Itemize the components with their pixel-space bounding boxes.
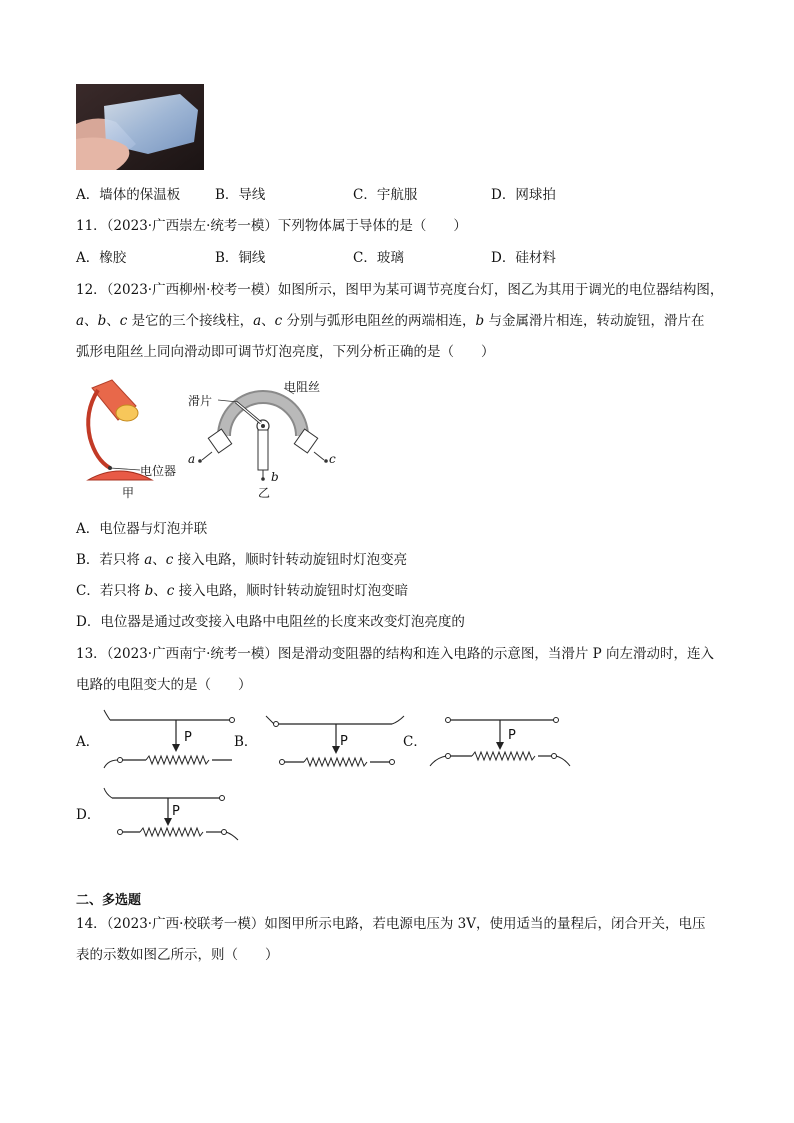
q11-option-b[interactable]: B．铜线 xyxy=(215,250,266,266)
q12-stem-line3: 弧形电阻丝上同向滑动即可调节灯泡亮度，下列分析正确的是（ ） xyxy=(76,344,495,360)
q11-option-c[interactable]: C．玻璃 xyxy=(353,250,404,266)
pot-terminal-c: c xyxy=(329,452,336,466)
q12-optb-y: c xyxy=(165,552,174,568)
q12-stem-line1: 12．（2023·广西柳州·校考一模）如图所示，图甲为某可调节亮度台灯，图乙为其用于调光的电位器结构图， xyxy=(76,282,724,298)
rheostat-c-slider-label: P xyxy=(508,728,516,743)
rheostat-a-slider-label: P xyxy=(184,730,192,745)
q12-term-b2: b xyxy=(475,313,485,329)
lamp-pot-label: 电位器 xyxy=(140,464,177,478)
q12-optc-post: 接入电路，顺时针转动旋钮时灯泡变暗 xyxy=(174,583,409,599)
q12-optc-y: c xyxy=(166,583,175,599)
q10-option-a[interactable]: A．墙体的保温板 xyxy=(76,187,181,203)
aerogel-photo xyxy=(76,84,204,170)
q12-line2-mid2: 分别与弧形电阻丝的两端相连， xyxy=(282,313,476,329)
lamp-caption: 甲 xyxy=(122,486,135,500)
q12-sep1: 、 xyxy=(84,313,98,329)
pot-terminal-a: a xyxy=(188,452,196,466)
q12-term-c: c xyxy=(119,313,128,329)
q12-optb-x: a xyxy=(144,552,153,568)
q12-optc-pre: C．若只将 xyxy=(76,583,145,599)
q12-optc-sep: 、 xyxy=(153,583,167,599)
q13-stem-line2: 电路的电阻变大的是（ ） xyxy=(76,677,252,693)
q12-sep3: 、 xyxy=(261,313,275,329)
q10-option-b[interactable]: B．导线 xyxy=(215,187,266,203)
q12-optb-sep: 、 xyxy=(152,552,166,568)
potentiometer-figure xyxy=(188,374,338,502)
q12-option-c[interactable] xyxy=(76,583,408,599)
pot-wire-label: 电阻丝 xyxy=(284,380,321,394)
rheostat-diagram-a xyxy=(100,708,240,772)
q12-stem-line2 xyxy=(76,313,704,329)
pot-terminal-b: b xyxy=(271,470,279,484)
q13-stem-line1: 13．（2023·广西南宁·统考一模）图是滑动变阻器的结构和连入电路的示意图，当滑片 P 向左滑动时，连入 xyxy=(76,646,715,662)
q12-term-b: b xyxy=(97,313,107,329)
q13-option-d[interactable]: D． xyxy=(76,807,101,823)
q13-option-a[interactable]: A． xyxy=(76,734,100,750)
q12-optb-pre: B．若只将 xyxy=(76,552,145,568)
q11-option-a[interactable]: A．橡胶 xyxy=(76,250,127,266)
rheostat-d-slider-label: P xyxy=(172,804,180,819)
pot-caption: 乙 xyxy=(258,486,271,500)
section-title: 二、多选题 xyxy=(76,893,142,908)
q12-optb-post: 接入电路，顺时针转动旋钮时灯泡变亮 xyxy=(173,552,408,568)
q12-line2-end: 与金属滑片相连，转动旋钮，滑片在 xyxy=(484,313,705,329)
rheostat-b-slider-label: P xyxy=(340,734,348,749)
pot-slider-label: 滑片 xyxy=(188,394,213,408)
q14-stem-line2: 表的示数如图乙所示，则（ ） xyxy=(76,947,279,963)
rheostat-diagram-b xyxy=(262,712,406,772)
q13-option-b[interactable]: B． xyxy=(234,734,258,750)
q10-option-d[interactable]: D．网球拍 xyxy=(491,187,556,203)
q14-stem-line1: 14．（2023·广西·校联考一模）如图甲所示电路，若电源电压为 3V，使用适当的量程后，闭合开关，电压 xyxy=(76,916,706,932)
q12-term-c2: c xyxy=(274,313,283,329)
q11-option-d[interactable]: D．硅材料 xyxy=(491,250,556,266)
q13-option-c[interactable]: C． xyxy=(403,734,427,750)
q12-optc-x: b xyxy=(144,583,154,599)
q12-option-a[interactable]: A．电位器与灯泡并联 xyxy=(76,521,208,537)
q11-stem: 11．（2023·广西崇左·统考一模）下列物体属于导体的是（ ） xyxy=(76,218,467,234)
q12-term-a2: a xyxy=(253,313,262,329)
q12-line2-mid: 是它的三个接线柱， xyxy=(127,313,254,329)
q12-term-a: a xyxy=(76,313,85,329)
q12-sep2: 、 xyxy=(106,313,120,329)
desk-lamp-figure xyxy=(78,376,188,502)
q10-option-c[interactable]: C．宇航服 xyxy=(353,187,418,203)
rheostat-diagram-c xyxy=(428,708,574,772)
q12-option-b[interactable] xyxy=(76,552,407,568)
q12-option-d[interactable]: D．电位器是通过改变接入电路中电阻丝的长度来改变灯泡亮度的 xyxy=(76,614,465,630)
rheostat-diagram-d xyxy=(100,786,240,842)
